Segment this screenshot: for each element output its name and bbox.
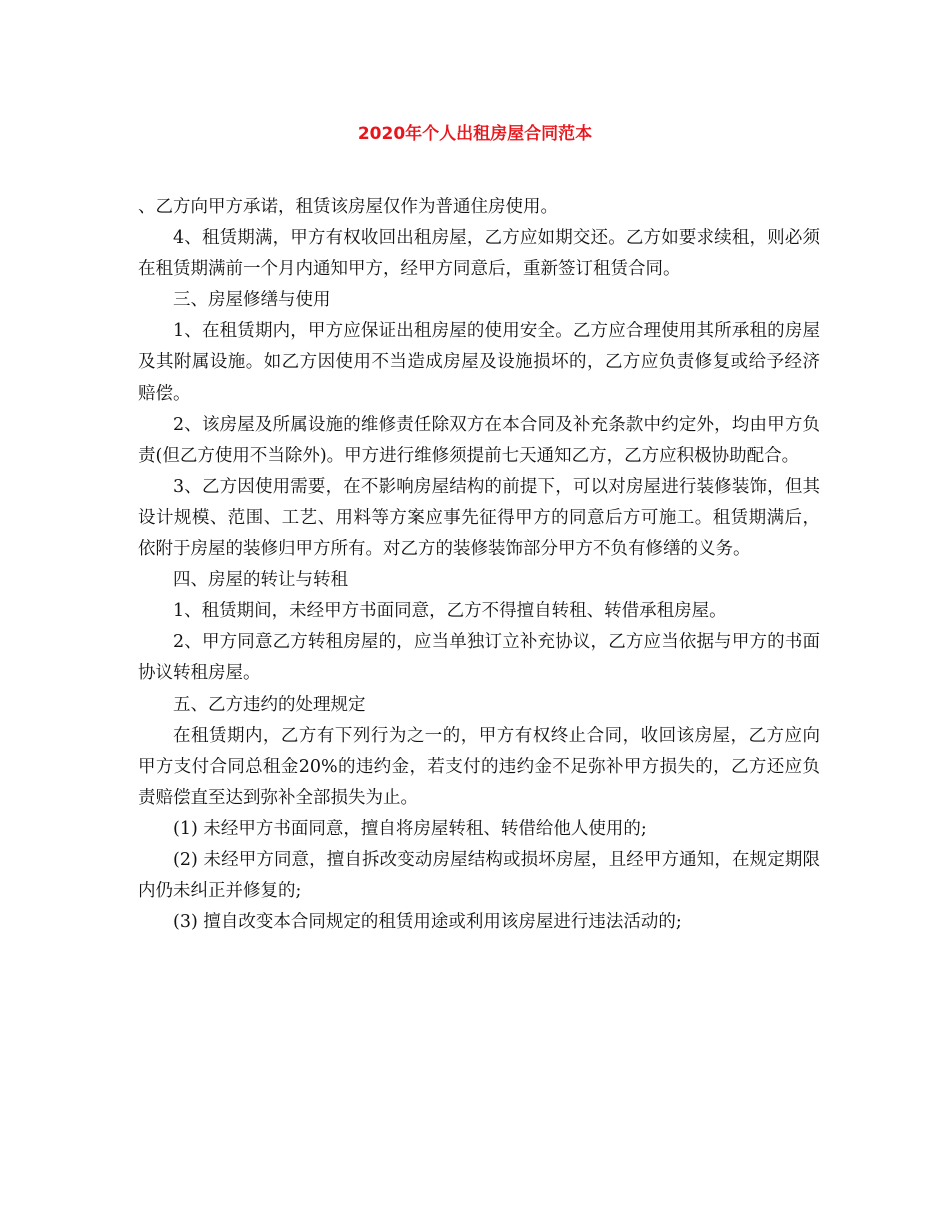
document-title: 2020年个人出租房屋合同范本 xyxy=(357,124,593,144)
section-heading: 三、房屋修缮与使用 xyxy=(173,290,331,311)
paragraph: 2、甲方同意乙方转租房屋的，应当单独订立补充协议，乙方应当依据与甲方的书面协议转租房屋。 xyxy=(138,632,820,684)
document-body xyxy=(138,192,820,938)
paragraph: 4、租赁期满，甲方有权收回出租房屋，乙方应如期交还。乙方如要求续租，则必须在租赁期满前一个月内通知甲方，经甲方同意后，重新签订租赁合同。 xyxy=(138,228,820,280)
paragraph: 1、租赁期间，未经甲方书面同意，乙方不得擅自转租、转借承租房屋。 xyxy=(173,601,727,622)
paragraph: 、乙方向甲方承诺，租赁该房屋仅作为普通住房使用。 xyxy=(138,197,558,217)
section-heading: 四、房屋的转让与转租 xyxy=(173,570,348,591)
section-heading: 五、乙方违约的处理规定 xyxy=(173,694,366,715)
paragraph: 3、乙方因使用需要，在不影响房屋结构的前提下，可以对房屋进行装修装饰，但其设计规模、范围、工艺、用料等方案应事先征得甲方的同意后方可施工。租赁期满后，依附于房屋的装修归甲方所有。对乙方的装修装饰部分甲方不负有修缮的义务。 xyxy=(138,476,820,560)
list-item: (3) 擅自改变本合同规定的租赁用途或利用该房屋进行违法活动的; xyxy=(173,912,682,933)
list-item: (1) 未经甲方书面同意，擅自将房屋转租、转借给他人使用的; xyxy=(173,818,647,839)
paragraph: 在租赁期内，乙方有下列行为之一的，甲方有权终止合同，收回该房屋，乙方应向甲方支付合同总租金20%的违约金，若支付的违约金不足弥补甲方损失的，乙方还应负责赔偿直至达到弥补全部损失为止。 xyxy=(138,725,820,808)
paragraph: 2、该房屋及所属设施的维修责任除双方在本合同及补充条款中约定外，均由甲方负责(但乙方使用不当除外)。甲方进行维修须提前七天通知乙方，乙方应积极协助配合。 xyxy=(138,414,820,466)
list-item: (2) 未经甲方同意，擅自拆改变动房屋结构或损坏房屋，且经甲方通知，在规定期限内仍未纠正并修复的; xyxy=(138,849,820,902)
paragraph: 1、在租赁期内，甲方应保证出租房屋的使用安全。乙方应合理使用其所承租的房屋及其附属设施。如乙方因使用不当造成房屋及设施损坏的，乙方应负责修复或给予经济赔偿。 xyxy=(138,321,820,404)
